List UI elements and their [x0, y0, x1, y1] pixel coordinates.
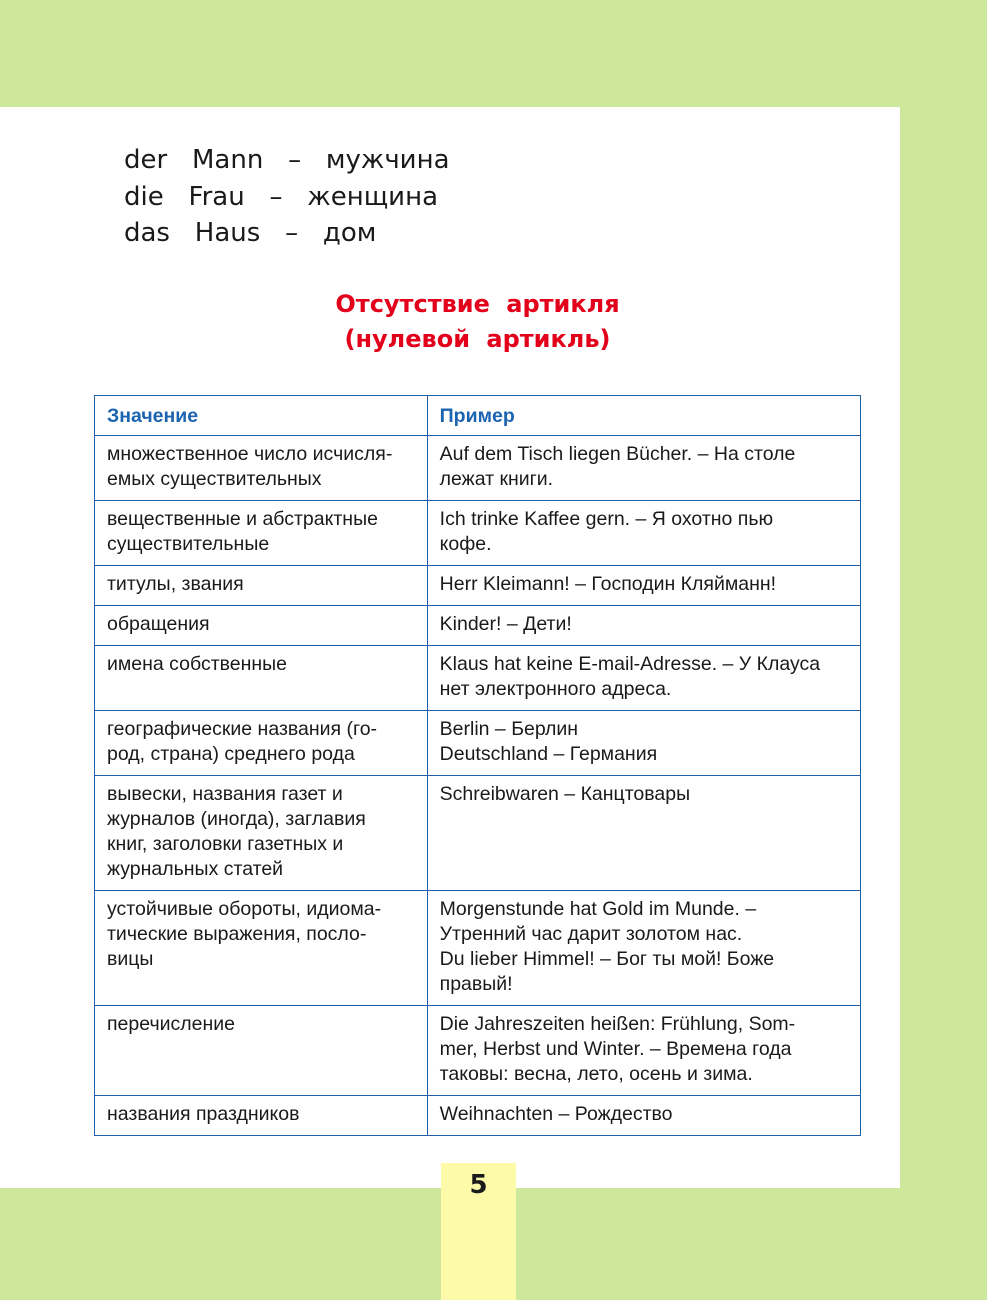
example-cell: [427, 606, 860, 646]
table-row: [95, 436, 861, 501]
cell-line: нет электронного адреса.: [439, 678, 672, 700]
cell-line: перечисление: [107, 1013, 235, 1035]
cell-line: Auf dem Tisch liegen Bücher. – На столе: [439, 443, 796, 465]
cell-line: тические выражения, посло-: [107, 923, 367, 945]
table-row: [95, 776, 861, 891]
table-header-row: [95, 396, 861, 436]
cell-line: множественное число исчисля-: [107, 443, 393, 465]
cell-line: существительные: [107, 533, 270, 555]
cell-line: вицы: [107, 948, 154, 970]
table-row: [95, 566, 861, 606]
table-body: [95, 436, 861, 1136]
cell-line: Kinder! – Дети!: [439, 613, 572, 635]
cell-line: лежат книги.: [439, 468, 554, 490]
meaning-cell: [95, 501, 428, 566]
cell-line: журнальных статей: [107, 858, 284, 880]
cell-line: журналов (иногда), заглавия: [107, 808, 366, 830]
cell-line: Die Jahreszeiten heißen: Frühlung, Som-: [439, 1013, 796, 1035]
page-number: 5: [469, 1170, 488, 1200]
cell-line: Klaus hat keine E-mail-Adresse. – У Клауса: [439, 653, 821, 675]
header-example: Пример: [427, 396, 860, 436]
cell-line: mer, Herbst und Winter. – Времена года: [439, 1038, 792, 1060]
table-row: [95, 606, 861, 646]
cell-line: емых существительных: [107, 468, 322, 490]
cell-line: вещественные и абстрактные: [107, 508, 378, 530]
meaning-cell: [95, 1006, 428, 1096]
meaning-cell: [95, 566, 428, 606]
cell-line: Deutschland – Германия: [439, 743, 658, 765]
cell-line: титулы, звания: [107, 573, 244, 595]
table-row: [95, 891, 861, 1006]
cell-line: Herr Kleimann! – Господин Кляйманн!: [439, 573, 777, 595]
section-heading: [94, 287, 861, 357]
section-heading-line1: Отсутствие артикля: [335, 290, 620, 318]
meaning-cell: [95, 1096, 428, 1136]
cell-line: Berlin – Берлин: [439, 718, 579, 740]
table-row: [95, 1096, 861, 1136]
cell-line: вывески, названия газет и: [107, 783, 343, 805]
table-row: [95, 711, 861, 776]
cell-line: географические названия (го-: [107, 718, 378, 740]
meaning-cell: [95, 891, 428, 1006]
cell-line: обращения: [107, 613, 210, 635]
meaning-cell: [95, 776, 428, 891]
zero-article-table: [94, 395, 861, 1136]
cell-line: кофе.: [439, 533, 492, 555]
vocab-line: die Frau – женщина: [124, 181, 439, 212]
section-heading-line2: (нулевой артикль): [344, 325, 611, 353]
cell-line: Утренний час дарит золотом нас.: [439, 923, 743, 945]
table-row: [95, 646, 861, 711]
example-cell: [427, 1096, 860, 1136]
example-cell: [427, 566, 860, 606]
vocab-line: der Mann – мужчина: [124, 145, 450, 175]
cell-line: Schreibwaren – Канцтовары: [439, 783, 691, 805]
table-row: [95, 1006, 861, 1096]
cell-line: имена собственные: [107, 653, 288, 675]
cell-line: таковы: весна, лето, осень и зима.: [439, 1063, 753, 1085]
table-row: [95, 501, 861, 566]
cell-line: правый!: [439, 973, 513, 995]
example-cell: [427, 1006, 860, 1096]
cell-line: Weihnachten – Рождество: [439, 1103, 673, 1125]
header-meaning: Значение: [95, 396, 428, 436]
example-cell: [427, 776, 860, 891]
example-cell: [427, 646, 860, 711]
example-cell: [427, 891, 860, 1006]
vocab-examples: [124, 142, 450, 252]
example-cell: [427, 501, 860, 566]
cell-line: Ich trinke Kaffee gern. – Я охотно пью: [439, 508, 774, 530]
meaning-cell: [95, 646, 428, 711]
cell-line: книг, заголовки газетных и: [107, 833, 344, 855]
meaning-cell: [95, 711, 428, 776]
cell-line: род, страна) среднего рода: [107, 743, 355, 765]
meaning-cell: [95, 606, 428, 646]
example-cell: [427, 436, 860, 501]
vocab-line: das Haus – дом: [124, 218, 377, 248]
cell-line: Du lieber Himmel! – Бог ты мой! Боже: [439, 948, 775, 970]
example-cell: [427, 711, 860, 776]
cell-line: названия праздников: [107, 1103, 300, 1125]
meaning-cell: [95, 436, 428, 501]
cell-line: устойчивые обороты, идиома-: [107, 898, 382, 920]
cell-line: Morgenstunde hat Gold im Munde. –: [439, 898, 757, 920]
